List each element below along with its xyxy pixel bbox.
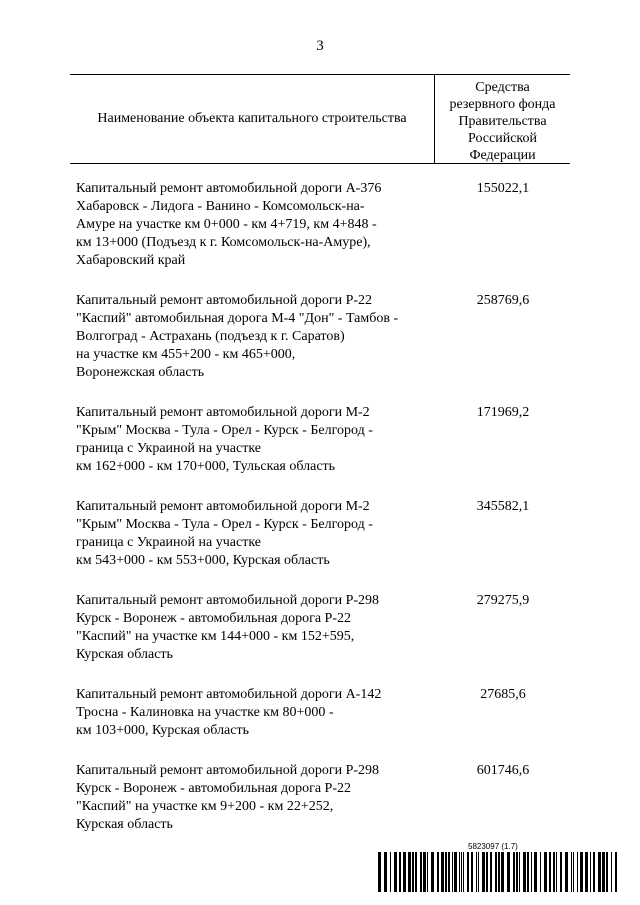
barcode-code: 5823097 (1.7) (468, 842, 518, 851)
header-object-name: Наименование объекта капитального строительства (97, 111, 407, 126)
table-row (76, 592, 570, 664)
object-name-cell: Капитальный ремонт автомобильной дороги А-376 Хабаровск - Лидога - Ванино - Комсомольск-на- Амуре на участке км 0+000 - км 4+719, км 4+848 - км 13+000 (Подъезд к г. Комсомольск-на-Амуре), Хабаровский край (76, 181, 382, 268)
object-name-cell: Капитальный ремонт автомобильной дороги Р-298 Курск - Воронеж - автомобильная дорога Р-22 "Каспий" на участке км 144+000 - км 152+595, Курская область (76, 593, 380, 662)
barcode-bars (378, 852, 618, 892)
table-body (76, 180, 570, 856)
table-row (76, 762, 570, 834)
object-name-cell: Капитальный ремонт автомобильной дороги М-2 "Крым" Москва - Тула - Орел - Курск - Белгород - граница с Украиной на участке км 162+000 - км 170+000, Тульская область (76, 405, 373, 474)
header-funds-line: Российской (468, 131, 537, 146)
object-name-cell: Капитальный ремонт автомобильной дороги Р-22 "Каспий" автомобильная дорога М-4 "Дон" - Тамбов - Волгоград - Астрахань (подъезд к г. Саратов) на участке км 455+200 - км 465+000, Воронежская область (76, 293, 399, 380)
object-name-cell: Капитальный ремонт автомобильной дороги М-2 "Крым" Москва - Тула - Орел - Курск - Белгород - граница с Украиной на участке км 543+000 - км 553+000, Курская область (76, 499, 373, 568)
header-funds-line: Федерации (469, 148, 536, 163)
table-row (76, 180, 570, 270)
header-funds-line: резервного фонда (449, 97, 556, 112)
amount-cell: 279275,9 (476, 593, 530, 608)
table-row (76, 292, 570, 382)
barcode (378, 842, 618, 894)
amount-cell: 258769,6 (476, 293, 530, 308)
amount-cell: 601746,6 (476, 763, 530, 778)
header-reserve-fund (435, 79, 570, 164)
object-name-cell: Капитальный ремонт автомобильной дороги А-142 Тросна - Калиновка на участке км 80+000 - км 103+000, Курская область (76, 687, 382, 738)
table-header (70, 74, 570, 164)
amount-cell: 27685,6 (480, 687, 526, 702)
table-row (76, 686, 570, 740)
amount-cell: 155022,1 (476, 181, 530, 196)
object-name-cell: Капитальный ремонт автомобильной дороги Р-298 Курск - Воронеж - автомобильная дорога Р-22 "Каспий" на участке км 9+200 - км 22+252, Курская область (76, 763, 380, 832)
header-funds-line: Средства (475, 80, 530, 95)
amount-cell: 345582,1 (476, 499, 530, 514)
header-funds-line: Правительства (458, 114, 547, 129)
page-number: 3 (316, 38, 324, 54)
table-row (76, 498, 570, 570)
amount-cell: 171969,2 (476, 405, 530, 420)
table-row (76, 404, 570, 476)
